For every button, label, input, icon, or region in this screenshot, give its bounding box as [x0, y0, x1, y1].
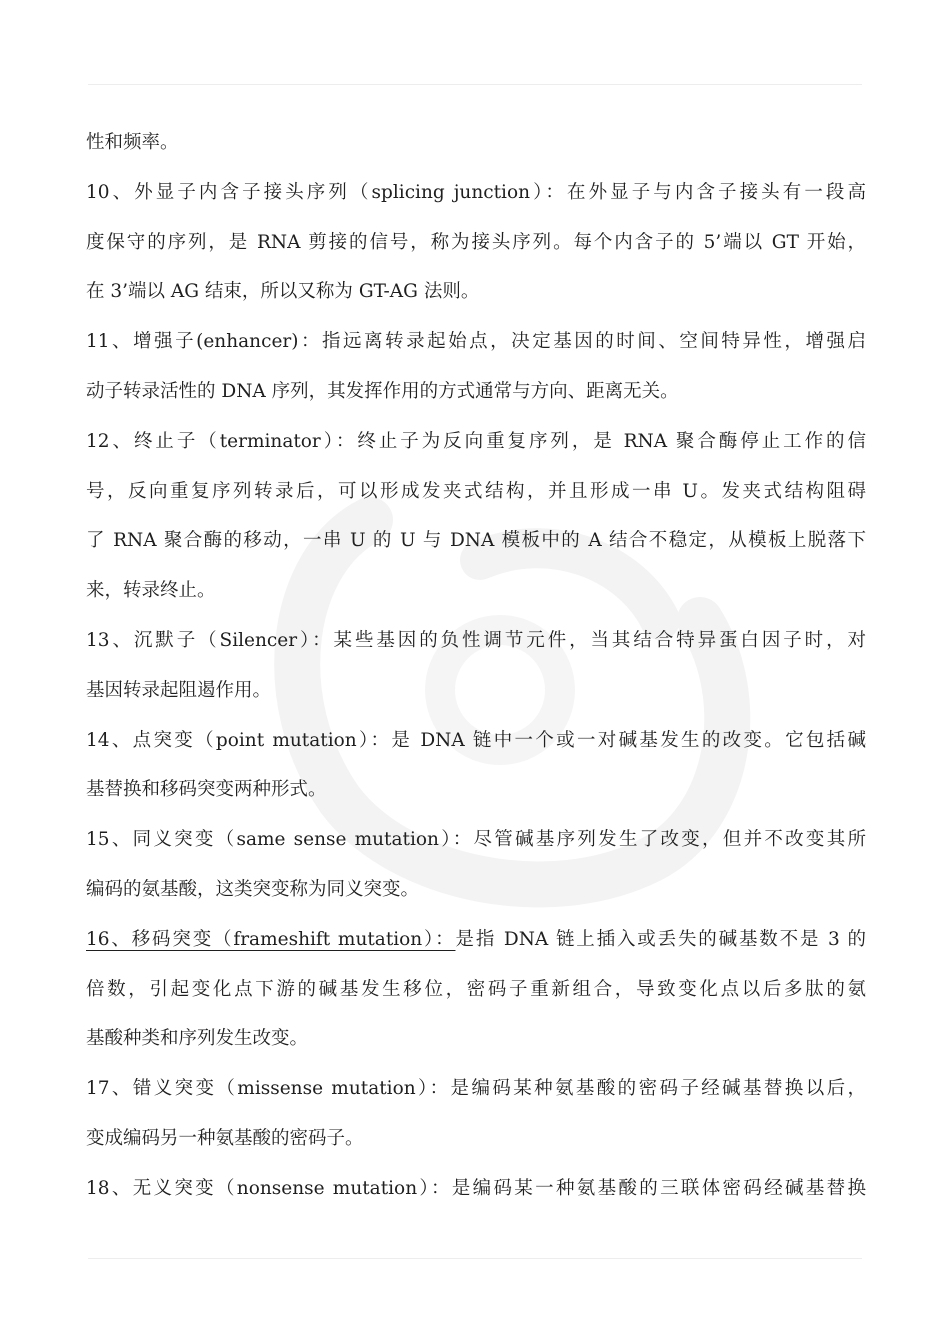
text-line	[86, 716, 866, 766]
text-line	[86, 1114, 866, 1164]
text-line	[86, 815, 866, 865]
line-text: 了 RNA 聚合酶的移动，一串 U 的 U 与 DNA 模板中的 A 结合不稳定，从模板上脱落下	[86, 530, 866, 552]
line-text: 14、点突变（point mutation）：是 DNA 链中一个或一对碱基发生的改变。它包括碱	[86, 729, 866, 751]
line-text: 基酸种类和序列发生改变。	[86, 1028, 309, 1050]
text-line	[86, 417, 866, 467]
text-line	[86, 367, 866, 417]
line-text: 17、错义突变（missense mutation）：是编码某种氨基酸的密码子经碱基替换以后，	[86, 1078, 866, 1100]
line-text: 在 3’端以 AG 结束，所以又称为 GT-AG 法则。	[86, 281, 480, 303]
line-text: 来，转录终止。	[86, 580, 216, 602]
text-line	[86, 317, 866, 367]
text-line	[86, 267, 866, 317]
line-text: 12、终止子（terminator）：终止子为反向重复序列，是 RNA 聚合酶停止工作的信	[86, 430, 866, 452]
document-body	[86, 118, 866, 1214]
text-line	[86, 965, 866, 1015]
line-text: 性和频率。	[86, 132, 179, 153]
text-line	[86, 516, 866, 566]
text-line	[86, 1014, 866, 1064]
text-line	[86, 566, 866, 616]
text-line	[86, 168, 866, 218]
text-line	[86, 1164, 866, 1214]
text-line	[86, 666, 866, 716]
text-line	[86, 118, 866, 168]
line-text: 基替换和移码突变两种形式。	[86, 779, 327, 801]
text-line	[86, 1064, 866, 1114]
text-line	[86, 616, 866, 666]
line-text: 基因转录起阻遏作用。	[86, 679, 272, 701]
line-text: 度保守的序列，是 RNA 剪接的信号，称为接头序列。每个内含子的 5’端以 GT 开始，	[86, 231, 866, 253]
line-text: 13、沉默子（Silencer）：某些基因的负性调节元件，当其结合特异蛋白因子时，对	[86, 629, 866, 651]
header-rule	[88, 84, 862, 85]
line-text: 变成编码另一种氨基酸的密码子。	[86, 1127, 364, 1149]
text-line	[86, 865, 866, 915]
line-text: 10、外显子内含子接头序列（splicing junction）：在外显子与内含子接头有一段高	[86, 181, 866, 203]
footer-rule	[88, 1258, 862, 1259]
text-line	[86, 915, 866, 965]
text-line	[86, 218, 866, 268]
underlined-term: 16、移码突变（frameshift mutation）：	[86, 928, 456, 950]
line-text: 号，反向重复序列转录后，可以形成发夹式结构，并且形成一串 U。发夹式结构阻碍	[86, 480, 866, 502]
line-text: 倍数，引起变化点下游的碱基发生移位，密码子重新组合，导致变化点以后多肽的氨	[86, 978, 866, 1000]
text-line	[86, 467, 866, 517]
line-text: 11、增强子(enhancer)：指远离转录起始点，决定基因的时间、空间特异性，增强启	[86, 331, 866, 353]
line-text: 15、同义突变（same sense mutation）：尽管碱基序列发生了改变，但并不改变其所	[86, 829, 866, 851]
text-line	[86, 765, 866, 815]
line-text: 编码的氨基酸，这类突变称为同义突变。	[86, 878, 420, 900]
line-text: 动子转录活性的 DNA 序列，其发挥作用的方式通常与方向、距离无关。	[86, 380, 679, 402]
line-text: 18、无义突变（nonsense mutation）：是编码某一种氨基酸的三联体密码经碱基替换	[86, 1177, 866, 1199]
line-text: 是指 DNA 链上插入或丢失的碱基数不是 3 的	[455, 928, 866, 950]
